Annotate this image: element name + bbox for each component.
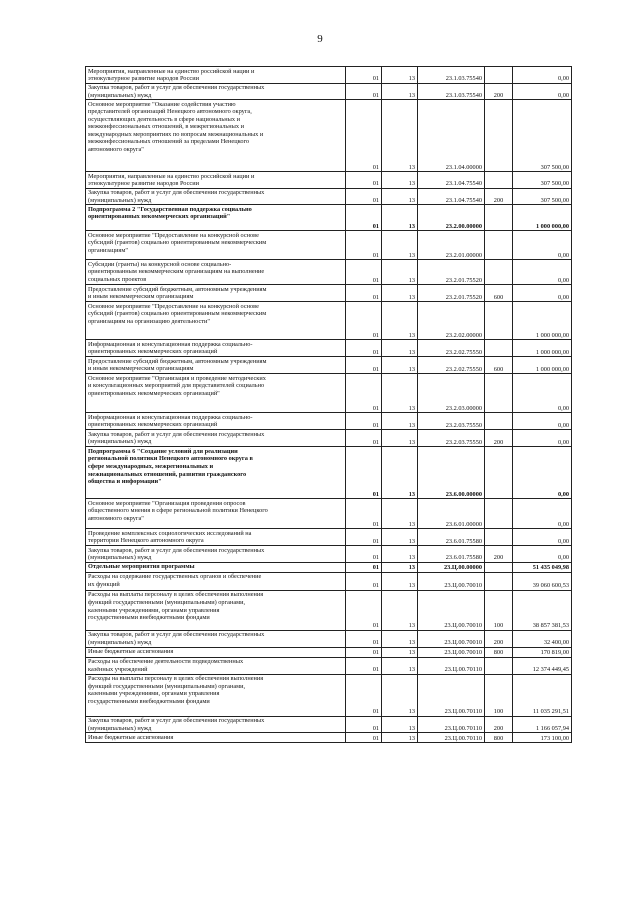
row-section-cell: 01 [346,260,382,285]
row-name-cell: Основное мероприятие "Организация и проведение методических и консультационных мероприятий для представителей социально ориентированных некоммерческих организаций" [86,374,346,413]
row-section-cell: 01 [346,413,382,430]
row-amount-cell: 307 500,00 [513,100,572,172]
table-row [86,83,572,100]
row-name-cell: Отдельные мероприятия программы [86,562,346,572]
row-target-article-cell: 23.Ц.00.70110 [418,657,485,674]
row-amount-cell: 38 857 381,53 [513,590,572,630]
row-target-article-cell: 23.2.02.75550 [418,357,485,374]
row-subsection-cell: 13 [382,231,418,260]
table-row [86,647,572,657]
table-row [86,447,572,499]
table-row [86,630,572,647]
row-section-cell: 01 [346,674,382,716]
row-section-cell: 01 [346,205,382,231]
row-name-cell: Субсидии (гранты) на конкурсной основе социально- ориентированным некоммерческим организациям на выполнение социальных проектов [86,260,346,285]
row-target-article-cell: 23.2.01.75520 [418,285,485,302]
table-row [86,302,572,340]
row-name-cell: Подпрограмма 6 "Создание условий для реализации региональной политики Ненецкого автономного округа в сфере международных, межрегиональных и межнациональных отношений, развития гражданского общества и информации" [86,447,346,499]
row-name-cell: Расходы на выплаты персоналу в целях обеспечения выполнения функций государственными (муниципальными) органами, казенными учреждениями, органами управления государственными внебюджетными фондами [86,674,346,716]
table-row [86,340,572,357]
row-amount-cell: 0,00 [513,374,572,413]
row-section-cell: 01 [346,647,382,657]
row-target-article-cell: 23.2.01.75520 [418,260,485,285]
row-name-cell: Расходы на обеспечение деятельности подведомственных казённых учреждений [86,657,346,674]
row-target-article-cell: 23.Ц.00.70110 [418,716,485,733]
row-subsection-cell: 13 [382,83,418,100]
row-target-article-cell: 23.Ц.00.70010 [418,590,485,630]
row-subsection-cell: 13 [382,590,418,630]
row-target-article-cell: 23.1.03.75540 [418,83,485,100]
row-section-cell: 01 [346,67,382,84]
row-amount-cell: 12 374 449,45 [513,657,572,674]
row-target-article-cell: 23.Ц.00.70010 [418,647,485,657]
row-subsection-cell: 13 [382,674,418,716]
row-target-article-cell: 23.2.03.75550 [418,413,485,430]
table-row [86,357,572,374]
row-subsection-cell: 13 [382,285,418,302]
row-amount-cell: 0,00 [513,83,572,100]
row-amount-cell: 170 819,00 [513,647,572,657]
row-expense-type-cell: 200 [485,188,513,205]
table-row [86,590,572,630]
row-target-article-cell: 23.1.04.75540 [418,188,485,205]
row-name-cell: Предоставление субсидий бюджетным, автономным учреждениям и иным некоммерческим организациям [86,285,346,302]
row-section-cell: 01 [346,447,382,499]
row-section-cell: 01 [346,562,382,572]
row-section-cell: 01 [346,188,382,205]
row-target-article-cell: 23.1.03.75540 [418,67,485,84]
row-amount-cell: 1 000 000,00 [513,340,572,357]
table-row [86,67,572,84]
row-amount-cell: 0,00 [513,499,572,529]
row-target-article-cell: 23.2.02.75550 [418,340,485,357]
row-amount-cell: 32 400,00 [513,630,572,647]
row-section-cell: 01 [346,340,382,357]
row-target-article-cell: 23.1.04.75540 [418,172,485,189]
row-name-cell: Закупка товаров, работ и услуг для обеспечения государственных (муниципальных) нужд [86,546,346,563]
table-row [86,572,572,590]
row-name-cell: Расходы на выплаты персоналу в целях обеспечения выполнения функций государственными (муниципальными) органами, казенными учреждениями, органами управления государственными внебюджетными фондами [86,590,346,630]
row-target-article-cell: 23.Ц.00.70010 [418,572,485,590]
row-expense-type-cell: 200 [485,430,513,447]
row-target-article-cell: 23.Ц.00.70010 [418,630,485,647]
row-subsection-cell: 13 [382,188,418,205]
row-expense-type-cell [485,499,513,529]
row-name-cell: Информационная и консультационная поддержка социально- ориентированных некоммерческих организаций [86,340,346,357]
row-name-cell: Закупка товаров, работ и услуг для обеспечения государственных (муниципальных) нужд [86,716,346,733]
row-expense-type-cell: 600 [485,285,513,302]
row-amount-cell: 0,00 [513,529,572,546]
row-target-article-cell: 23.2.00.00000 [418,205,485,231]
row-name-cell: Закупка товаров, работ и услуг для обеспечения государственных (муниципальных) нужд [86,430,346,447]
row-target-article-cell: 23.Ц.00.00000 [418,562,485,572]
row-name-cell: Закупка товаров, работ и услуг для обеспечения государственных (муниципальных) нужд [86,83,346,100]
row-expense-type-cell [485,413,513,430]
table-row [86,430,572,447]
row-subsection-cell: 13 [382,340,418,357]
row-amount-cell: 173 100,00 [513,733,572,743]
table-row [86,716,572,733]
row-section-cell: 01 [346,546,382,563]
row-amount-cell: 1 166 057,94 [513,716,572,733]
row-subsection-cell: 13 [382,100,418,172]
row-subsection-cell: 13 [382,733,418,743]
row-expense-type-cell: 100 [485,590,513,630]
row-subsection-cell: 13 [382,546,418,563]
row-subsection-cell: 13 [382,630,418,647]
row-subsection-cell: 13 [382,260,418,285]
row-expense-type-cell [485,340,513,357]
row-amount-cell: 0,00 [513,285,572,302]
row-section-cell: 01 [346,716,382,733]
row-name-cell: Предоставление субсидий бюджетным, автономным учреждениям и иным некоммерческим организациям [86,357,346,374]
table-row [86,529,572,546]
row-amount-cell: 0,00 [513,67,572,84]
row-amount-cell: 11 035 291,51 [513,674,572,716]
table-row [86,374,572,413]
row-target-article-cell: 23.2.03.00000 [418,374,485,413]
row-expense-type-cell: 200 [485,630,513,647]
row-name-cell: Расходы на содержание государственных органов и обеспечение их функций [86,572,346,590]
row-section-cell: 01 [346,590,382,630]
row-subsection-cell: 13 [382,657,418,674]
row-amount-cell: 0,00 [513,447,572,499]
row-amount-cell: 0,00 [513,231,572,260]
row-section-cell: 01 [346,630,382,647]
table-row [86,100,572,172]
row-subsection-cell: 13 [382,716,418,733]
row-target-article-cell: 23.Ц.00.70110 [418,733,485,743]
row-section-cell: 01 [346,100,382,172]
table-row [86,657,572,674]
row-section-cell: 01 [346,357,382,374]
row-expense-type-cell: 100 [485,674,513,716]
row-subsection-cell: 13 [382,647,418,657]
row-target-article-cell: 23.6.01.75580 [418,546,485,563]
row-subsection-cell: 13 [382,302,418,340]
table-row [86,413,572,430]
row-section-cell: 01 [346,302,382,340]
row-subsection-cell: 13 [382,499,418,529]
row-name-cell: Мероприятия, направленные на единство российской нации и этнокультурное развитие народов России [86,172,346,189]
table-row [86,205,572,231]
table-row [86,188,572,205]
row-name-cell: Основное мероприятие "Организация проведения опросов общественного мнения в сфере региональной политики Ненецкого автономного округа" [86,499,346,529]
row-section-cell: 01 [346,430,382,447]
row-amount-cell: 0,00 [513,546,572,563]
row-expense-type-cell: 200 [485,716,513,733]
row-subsection-cell: 13 [382,205,418,231]
row-section-cell: 01 [346,572,382,590]
row-target-article-cell: 23.Ц.00.70110 [418,674,485,716]
row-expense-type-cell [485,260,513,285]
row-section-cell: 01 [346,657,382,674]
row-subsection-cell: 13 [382,529,418,546]
row-expense-type-cell [485,67,513,84]
row-name-cell: Закупка товаров, работ и услуг для обеспечения государственных (муниципальных) нужд [86,630,346,647]
row-amount-cell: 1 000 000,00 [513,357,572,374]
row-name-cell: Иные бюджетные ассигнования [86,733,346,743]
row-subsection-cell: 13 [382,67,418,84]
row-expense-type-cell [485,231,513,260]
row-name-cell: Информационная и консультационная поддержка социально- ориентированных некоммерческих организаций [86,413,346,430]
row-expense-type-cell [485,172,513,189]
row-expense-type-cell [485,302,513,340]
row-section-cell: 01 [346,733,382,743]
row-target-article-cell: 23.2.02.00000 [418,302,485,340]
row-expense-type-cell: 800 [485,733,513,743]
row-subsection-cell: 13 [382,562,418,572]
row-expense-type-cell: 200 [485,546,513,563]
row-amount-cell: 1 000 000,00 [513,205,572,231]
row-section-cell: 01 [346,83,382,100]
row-amount-cell: 307 500,00 [513,172,572,189]
table-row [86,499,572,529]
row-subsection-cell: 13 [382,447,418,499]
table-row [86,172,572,189]
row-target-article-cell: 23.6.01.75580 [418,529,485,546]
row-expense-type-cell: 200 [485,83,513,100]
row-section-cell: 01 [346,374,382,413]
table-row [86,733,572,743]
table-row [86,285,572,302]
budget-table [85,66,572,743]
row-expense-type-cell [485,447,513,499]
row-name-cell: Иные бюджетные ассигнования [86,647,346,657]
row-subsection-cell: 13 [382,572,418,590]
row-target-article-cell: 23.2.03.75550 [418,430,485,447]
row-expense-type-cell [485,100,513,172]
row-expense-type-cell [485,572,513,590]
row-expense-type-cell [485,657,513,674]
row-amount-cell: 0,00 [513,413,572,430]
row-target-article-cell: 23.6.01.00000 [418,499,485,529]
row-expense-type-cell: 800 [485,647,513,657]
row-amount-cell: 307 500,00 [513,188,572,205]
row-name-cell: Подпрограмма 2 "Государственная поддержка социально ориентированных некоммерческих организаций" [86,205,346,231]
table-row [86,674,572,716]
row-expense-type-cell: 600 [485,357,513,374]
row-name-cell: Мероприятия, направленные на единство российской нации и этнокультурное развитие народов России [86,67,346,84]
row-section-cell: 01 [346,285,382,302]
row-section-cell: 01 [346,231,382,260]
row-name-cell: Проведение комплексных социологических исследований на территории Ненецкого автономного округа [86,529,346,546]
table-row [86,260,572,285]
table-row [86,231,572,260]
row-section-cell: 01 [346,499,382,529]
row-name-cell: Основное мероприятие "Оказание содействия участию представителей организаций Ненецкого автономного округа, осуществляющих деятельность в сфере национальных и межконфессиональных отношений, в межрегиональных и международных мероприятиях по вопросам межнациональных и межконфессиональных отношений за пределами Ненецкого автономного округа" [86,100,346,172]
row-amount-cell: 39 060 600,53 [513,572,572,590]
row-subsection-cell: 13 [382,374,418,413]
page-number: 9 [317,33,323,45]
row-amount-cell: 1 000 000,00 [513,302,572,340]
row-subsection-cell: 13 [382,357,418,374]
row-target-article-cell: 23.2.01.00000 [418,231,485,260]
row-name-cell: Основное мероприятие "Предоставление на конкурсной основе субсидий (грантов) социально ориентированным некоммерческим организациям" [86,231,346,260]
row-subsection-cell: 13 [382,430,418,447]
row-name-cell: Закупка товаров, работ и услуг для обеспечения государственных (муниципальных) нужд [86,188,346,205]
row-section-cell: 01 [346,172,382,189]
row-amount-cell: 0,00 [513,430,572,447]
table-row [86,562,572,572]
row-expense-type-cell [485,562,513,572]
row-amount-cell: 51 435 049,98 [513,562,572,572]
row-subsection-cell: 13 [382,413,418,430]
row-expense-type-cell [485,374,513,413]
row-target-article-cell: 23.1.04.00000 [418,100,485,172]
row-target-article-cell: 23.6.00.00000 [418,447,485,499]
row-expense-type-cell [485,205,513,231]
row-name-cell: Основное мероприятие "Предоставление на конкурсной основе субсидий (грантов) социально ориентированным некоммерческим организациям на организацию деятельности" [86,302,346,340]
budget-table-body [86,67,572,743]
row-expense-type-cell [485,529,513,546]
row-section-cell: 01 [346,529,382,546]
table-row [86,546,572,563]
row-subsection-cell: 13 [382,172,418,189]
row-amount-cell: 0,00 [513,260,572,285]
